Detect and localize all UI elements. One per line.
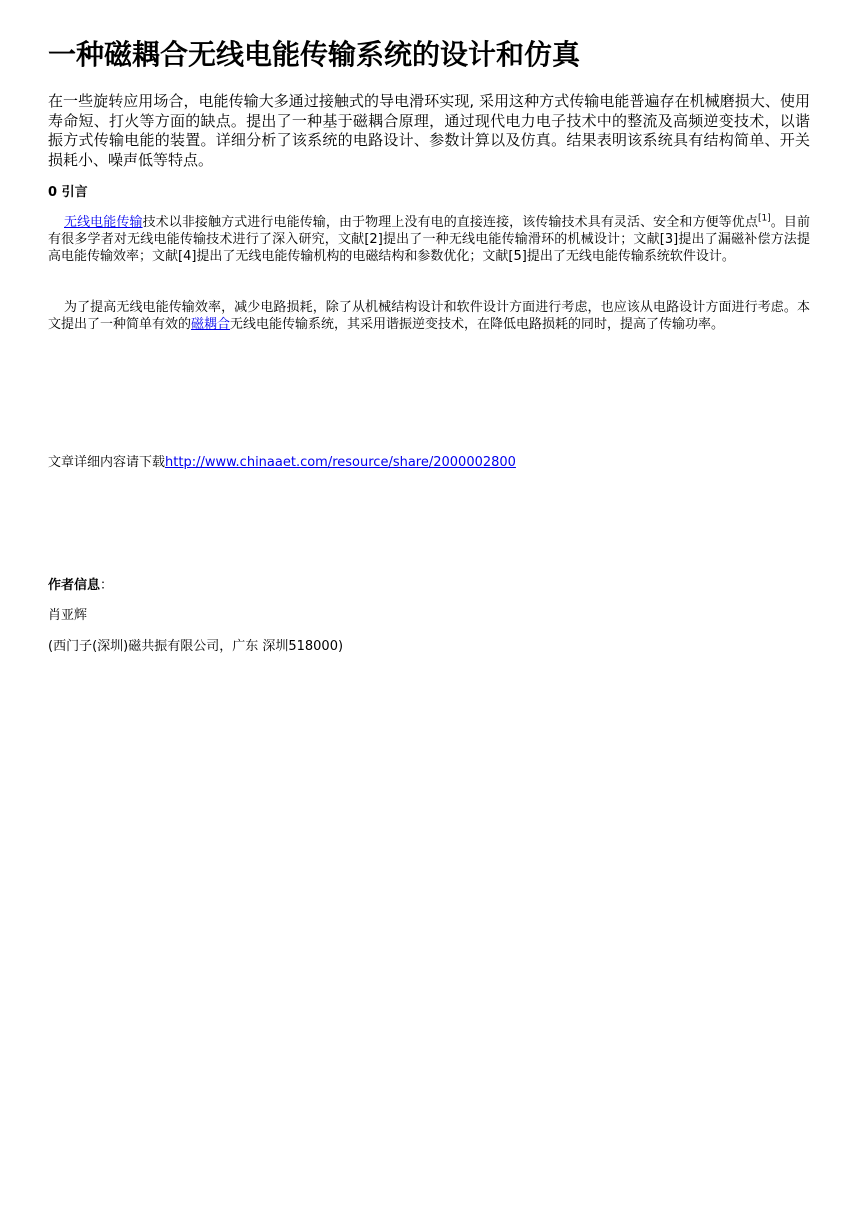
intro-paragraph-1-text-a: 技术以非接触方式进行电能传输，由于物理上没有电的直接连接，该传输技术具有灵活、安全和方便等优点 [142, 215, 758, 230]
author-info-heading-label: 作者信息 [48, 578, 101, 593]
author-info-heading-colon: ： [100, 578, 114, 593]
document-title: 一种磁耦合无线电能传输系统的设计和仿真 [48, 38, 581, 71]
intro-paragraph-2-text-b: 无线电能传输系统，其采用谐振逆变技术，在降低电路损耗的同时，提高了传输功率。 [230, 317, 725, 332]
author-info-heading [48, 577, 113, 594]
author-affiliation: (西门子(深圳)磁共振有限公司，广东 深圳518000) [48, 639, 344, 654]
intro-paragraph-1-text-b: 。目前有很多学者对无线电能传输技术进行了深入研究，文献[2]提出了一种无线电能传输滑环的机械设计；文献[3]提出了漏磁补偿方法提高电能传输效率；文献[4]提出了无线电能传输机构的电磁结构和参数优化；文献[5]提出了无线电能传输系统软件设计。 [48, 215, 810, 264]
wireless-power-transfer-link[interactable]: 无线电能传输 [64, 215, 143, 230]
intro-paragraph-2 [48, 299, 810, 333]
citation-1: [1] [757, 213, 771, 224]
magnetic-coupling-link[interactable]: 磁耦合 [191, 317, 231, 332]
download-url-link[interactable]: http://www.chinaaet.com/resource/share/2000002800 [165, 455, 516, 470]
download-label: 文章详细内容请下载 [48, 455, 166, 470]
author-name: 肖亚辉 [48, 608, 88, 623]
intro-paragraph-1 [48, 214, 810, 265]
section-heading-introduction: 0 引言 [48, 185, 88, 200]
abstract-paragraph: 在一些旋转应用场合，电能传输大多通过接触式的导电滑环实现, 采用这种方式传输电能普遍存在机械磨损大、使用寿命短、打火等方面的缺点。提出了一种基于磁耦合原理，通过现代电力电子技术中的整流及高频逆变技术，以谐振方式传输电能的装置。详细分析了该系统的电路设计、参数计算以及仿真。结果表明该系统具有结构简单、开关损耗小、噪声低等特点。 [48, 92, 810, 169]
intro-paragraph-2-text-a: 为了提高无线电能传输效率，减少电路损耗，除了从机械结构设计和软件设计方面进行考虑，也应该从电路设计方面进行考虑。本文提出了一种简单有效的 [48, 300, 810, 332]
download-line [48, 454, 516, 471]
